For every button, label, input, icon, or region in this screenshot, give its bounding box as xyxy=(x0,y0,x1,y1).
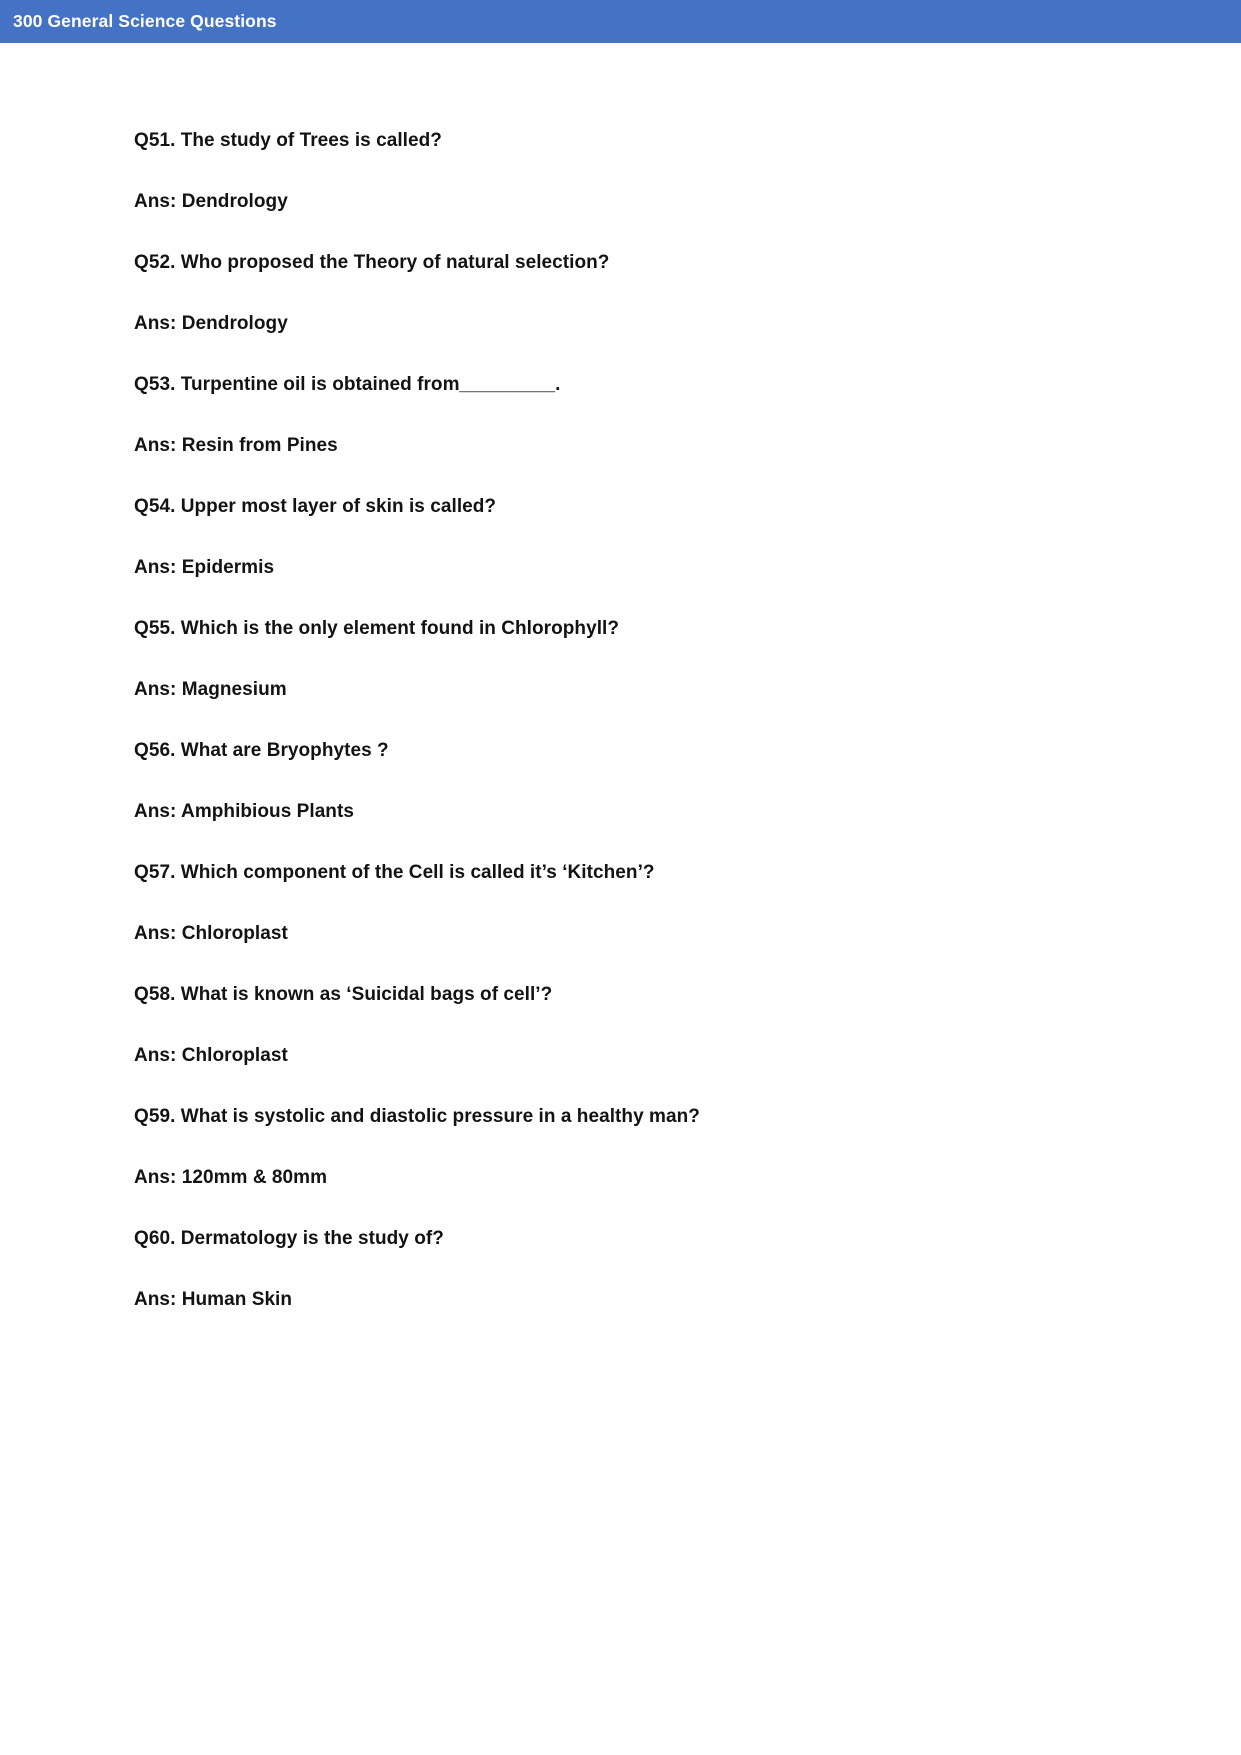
qa-item xyxy=(134,375,1121,455)
page-title: 300 General Science Questions xyxy=(13,10,277,31)
qa-item xyxy=(134,497,1121,577)
question-text: Q56. What are Bryophytes ? xyxy=(134,740,389,761)
answer-text: Ans: Magnesium xyxy=(134,679,287,700)
answer-text: Ans: Human Skin xyxy=(134,1289,293,1310)
answer-text: Ans: Chloroplast xyxy=(134,923,288,944)
question-text: Q55. Which is the only element found in Chlorophyll? xyxy=(134,618,620,639)
qa-item xyxy=(134,863,1121,943)
answer-text: Ans: Epidermis xyxy=(134,557,275,578)
qa-item xyxy=(134,253,1121,333)
question-text: Q58. What is known as ‘Suicidal bags of cell’? xyxy=(134,984,553,1005)
qa-item xyxy=(134,985,1121,1065)
answer-text: Ans: 120mm & 80mm xyxy=(134,1167,328,1188)
question-text: Q54. Upper most layer of skin is called? xyxy=(134,496,497,517)
qa-item xyxy=(134,741,1121,821)
qa-item xyxy=(134,1107,1121,1187)
question-text: Q57. Which component of the Cell is called it’s ‘Kitchen’? xyxy=(134,862,655,883)
question-text: Q60. Dermatology is the study of? xyxy=(134,1228,444,1249)
question-text: Q59. What is systolic and diastolic pressure in a healthy man? xyxy=(134,1106,700,1127)
question-text: Q52. Who proposed the Theory of natural selection? xyxy=(134,252,610,273)
qa-item xyxy=(134,619,1121,699)
answer-text: Ans: Amphibious Plants xyxy=(134,801,354,822)
answer-text: Ans: Dendrology xyxy=(134,191,288,212)
qa-list xyxy=(0,43,1241,1351)
question-text: Q53. Turpentine oil is obtained from_________. xyxy=(134,374,561,395)
qa-item xyxy=(134,1229,1121,1309)
answer-text: Ans: Chloroplast xyxy=(134,1045,288,1066)
answer-text: Ans: Resin from Pines xyxy=(134,435,338,456)
answer-text: Ans: Dendrology xyxy=(134,313,288,334)
qa-item xyxy=(134,131,1121,211)
page-header-bar xyxy=(0,0,1241,43)
question-text: Q51. The study of Trees is called? xyxy=(134,130,442,151)
